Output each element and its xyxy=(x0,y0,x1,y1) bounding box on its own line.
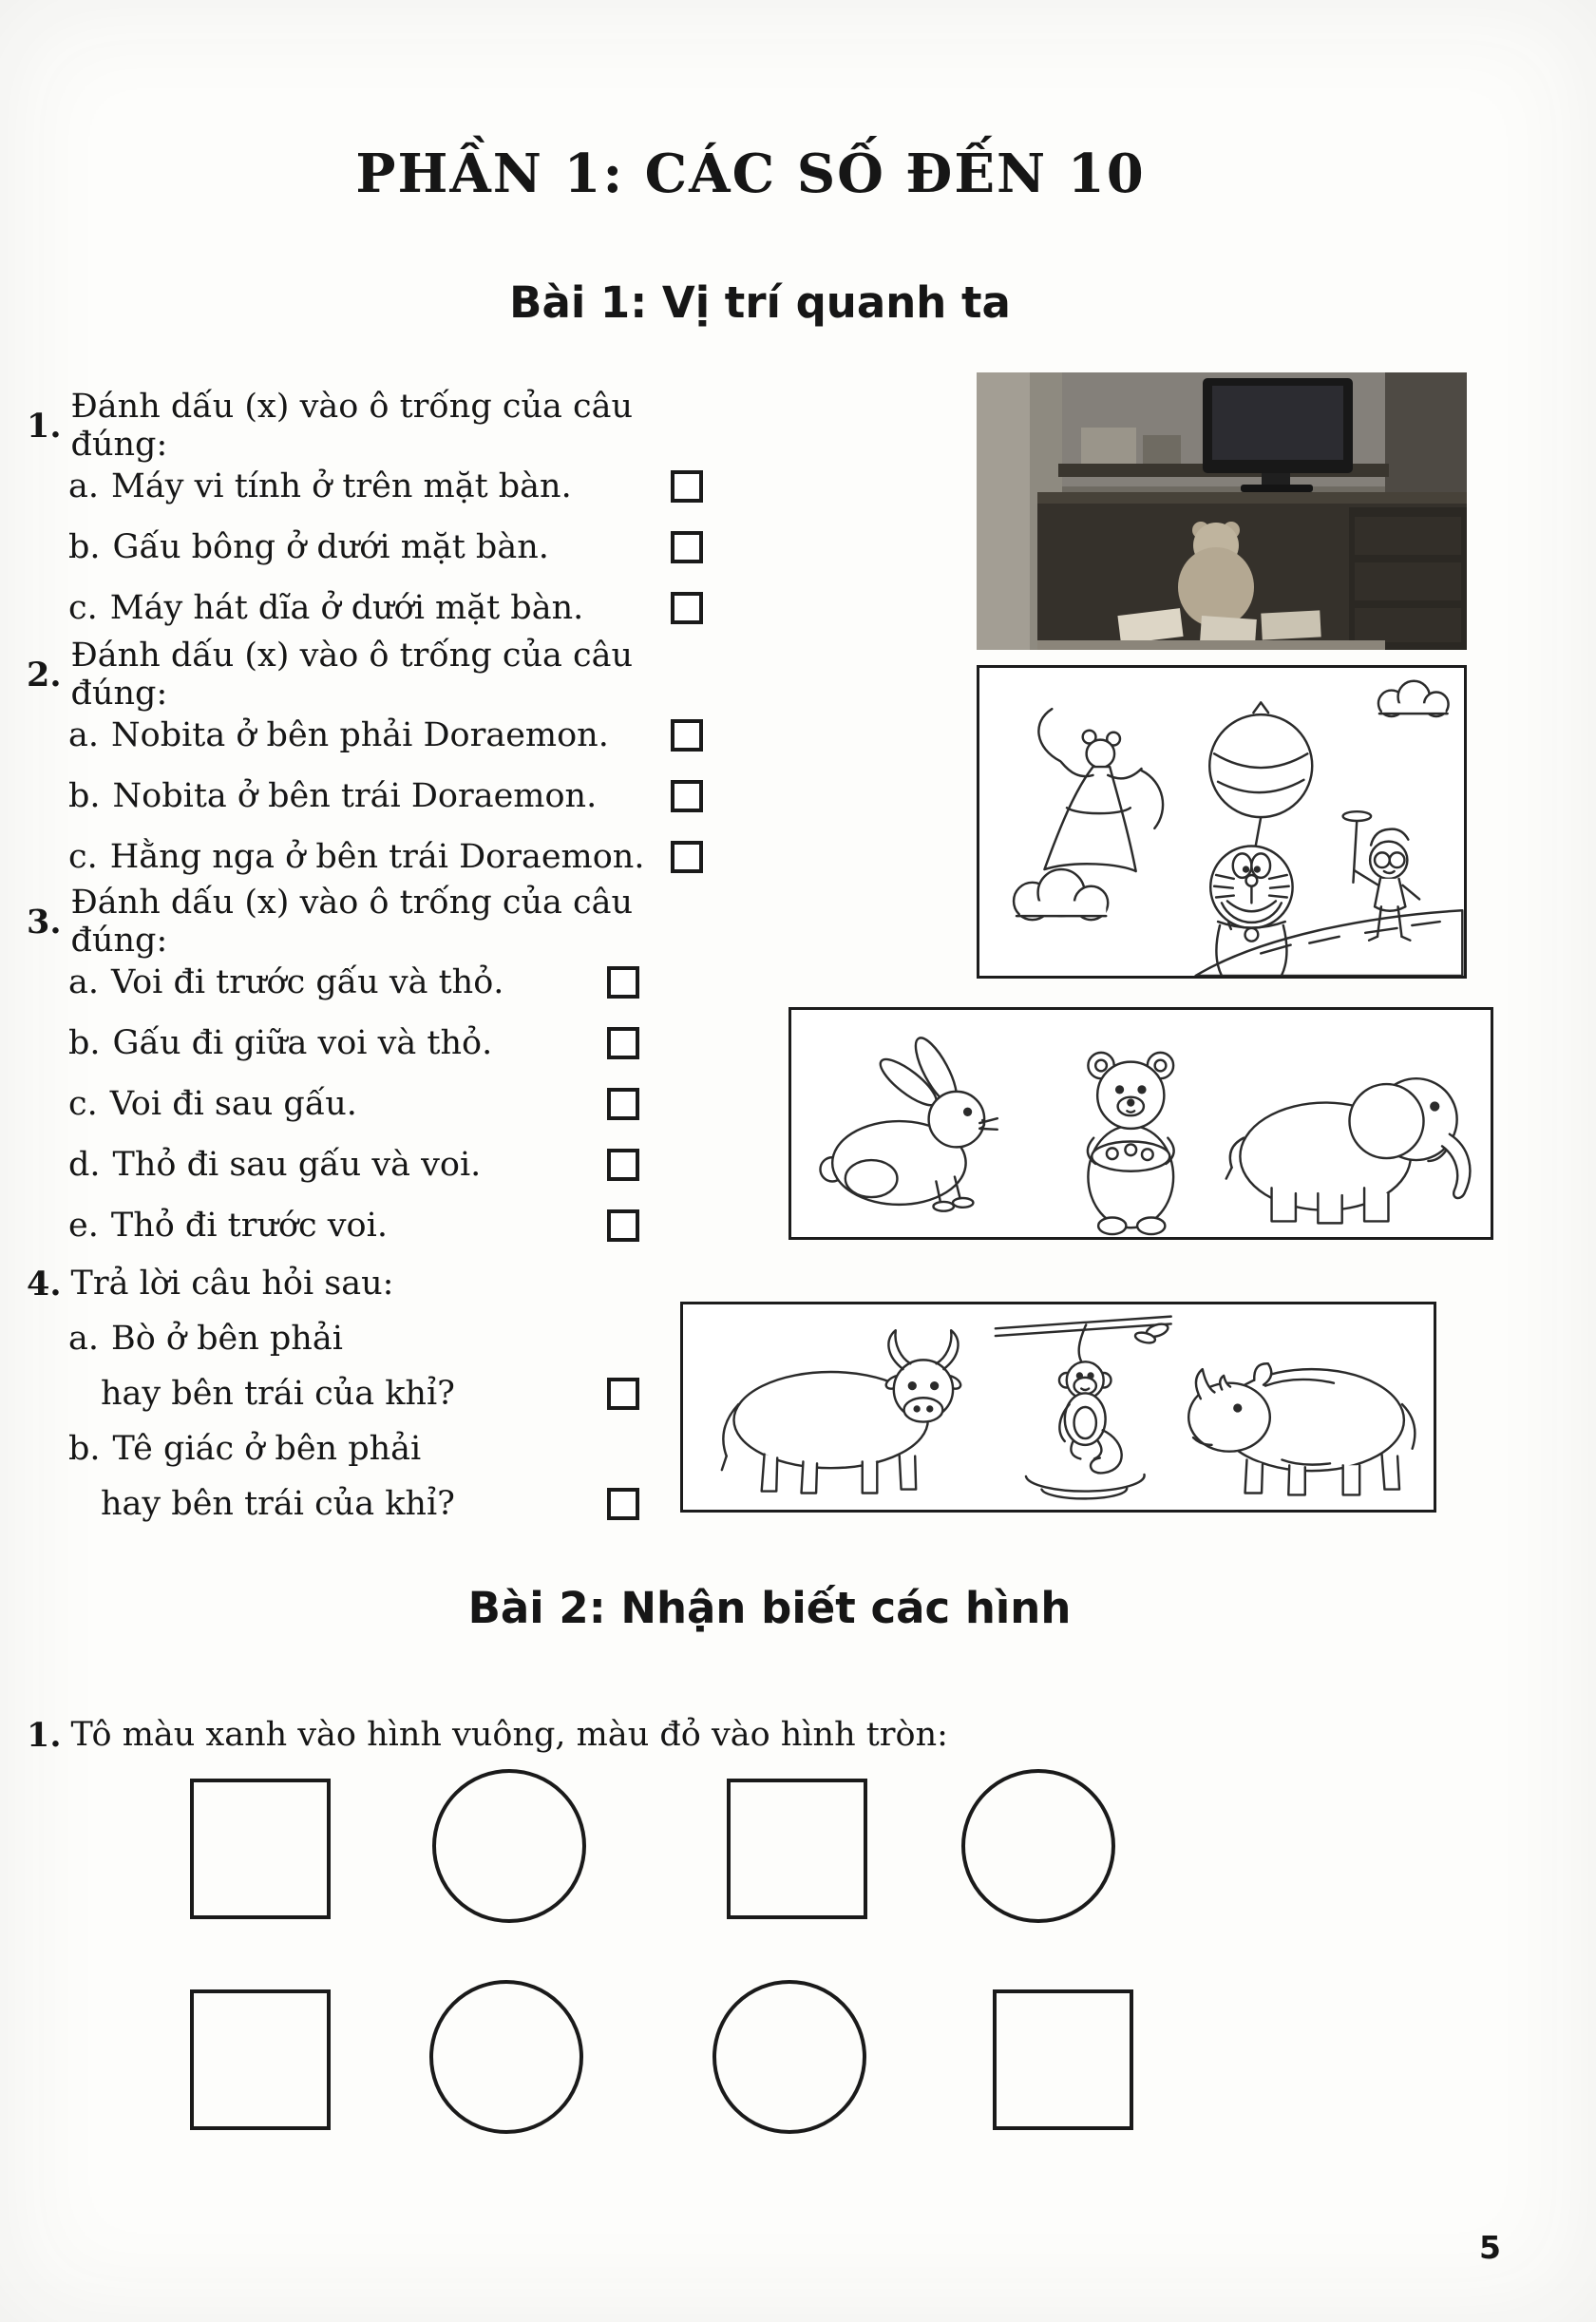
circle-shape xyxy=(429,1980,583,2134)
question-1-item-a xyxy=(27,456,703,517)
question-3-prompt xyxy=(27,884,639,960)
answer-checkbox[interactable] xyxy=(671,470,703,503)
question-1-item-b xyxy=(27,517,703,578)
item-text: Nobita ở bên phải Doraemon. xyxy=(111,716,609,754)
circle-shape xyxy=(432,1769,586,1923)
item-text: Tê giác ở bên phải xyxy=(112,1430,422,1468)
page-number: 5 xyxy=(1479,2229,1501,2266)
question-3-item-b xyxy=(27,1013,639,1074)
rabbit-bear-elephant-illustration xyxy=(788,1007,1493,1240)
item-label: b. xyxy=(68,777,101,815)
question-4 xyxy=(27,1256,639,1532)
question-prompt-text: Đánh dấu (x) vào ô trống của câu đúng: xyxy=(70,388,634,464)
item-label: b. xyxy=(68,1430,101,1468)
item-text: Máy vi tính ở trên mặt bàn. xyxy=(111,467,572,505)
shapes-row-1 xyxy=(0,1765,1596,1929)
question-2-item-b xyxy=(27,766,703,827)
item-text: hay bên trái của khỉ? xyxy=(101,1375,455,1413)
item-text: Nobita ở bên trái Doraemon. xyxy=(112,777,598,815)
question-3-item-a xyxy=(27,952,639,1013)
item-label: c. xyxy=(68,1085,98,1123)
answer-checkbox[interactable] xyxy=(607,1378,639,1410)
ox-monkey-rhino-illustration xyxy=(680,1302,1436,1513)
item-text: Voi đi sau gấu. xyxy=(109,1085,357,1123)
shapes-row-2 xyxy=(0,1976,1596,2140)
item-text: Gấu bông ở dưới mặt bàn. xyxy=(112,528,549,566)
answer-checkbox[interactable] xyxy=(671,592,703,624)
question-3-item-c xyxy=(27,1074,639,1134)
answer-checkbox[interactable] xyxy=(607,966,639,999)
item-text: Voi đi trước gấu và thỏ. xyxy=(111,963,504,1001)
item-label: b. xyxy=(68,528,101,566)
question-number: 2. xyxy=(27,655,62,695)
lesson-2-title: Bài 2: Nhận biết các hình xyxy=(467,1583,1072,1633)
question-4-item-a-line-2 xyxy=(27,1366,639,1421)
item-text: Hằng nga ở bên trái Doraemon. xyxy=(109,838,645,876)
question-prompt-text: Đánh dấu (x) vào ô trống của câu đúng: xyxy=(70,884,634,960)
item-label: b. xyxy=(68,1024,101,1062)
question-number: 1. xyxy=(27,1715,62,1755)
answer-checkbox[interactable] xyxy=(607,1209,639,1242)
answer-checkbox[interactable] xyxy=(671,841,703,873)
answer-checkbox[interactable] xyxy=(607,1149,639,1181)
question-prompt-text: Đánh dấu (x) vào ô trống của câu đúng: xyxy=(70,637,634,713)
question-4-item-a-line-1 xyxy=(27,1311,639,1366)
item-text: Gấu đi giữa voi và thỏ. xyxy=(112,1024,493,1062)
question-2-item-c xyxy=(27,827,703,887)
question-number: 1. xyxy=(27,406,62,446)
question-number: 3. xyxy=(27,902,62,942)
item-label: a. xyxy=(68,963,99,1001)
question-4-item-b-line-2 xyxy=(27,1476,639,1532)
item-text: Máy hát dĩa ở dưới mặt bàn. xyxy=(109,589,584,627)
circle-shape xyxy=(961,1769,1115,1923)
answer-checkbox[interactable] xyxy=(607,1027,639,1059)
question-prompt-text: Trả lời câu hỏi sau: xyxy=(70,1265,394,1303)
item-label: c. xyxy=(68,838,98,876)
square-shape xyxy=(190,1779,331,1919)
answer-checkbox[interactable] xyxy=(607,1088,639,1120)
question-4-item-b-line-1 xyxy=(27,1421,639,1476)
question-3-item-e xyxy=(27,1195,639,1256)
answer-checkbox[interactable] xyxy=(671,719,703,752)
doraemon-scene-illustration xyxy=(977,665,1467,979)
item-label: a. xyxy=(68,716,99,754)
item-label: a. xyxy=(68,467,99,505)
square-shape xyxy=(993,1989,1133,2130)
answer-checkbox[interactable] xyxy=(607,1488,639,1520)
item-label: a. xyxy=(68,1320,99,1358)
square-shape xyxy=(190,1989,331,2130)
question-1-prompt xyxy=(27,388,703,464)
item-label: d. xyxy=(68,1146,101,1184)
item-text: hay bên trái của khỉ? xyxy=(101,1485,455,1523)
question-3 xyxy=(27,884,639,1256)
question-1 xyxy=(27,388,703,638)
item-text: Bò ở bên phải xyxy=(111,1320,343,1358)
question-4-prompt xyxy=(27,1256,639,1311)
question-number: 4. xyxy=(27,1264,62,1304)
circle-shape xyxy=(712,1980,866,2134)
question-2-item-a xyxy=(27,705,703,766)
item-text: Thỏ đi trước voi. xyxy=(110,1207,388,1245)
question-1-item-c xyxy=(27,578,703,638)
question-3-item-d xyxy=(27,1134,639,1195)
item-label: c. xyxy=(68,589,98,627)
desk-photo-image xyxy=(977,372,1467,650)
lesson-1-title: Bài 1: Vị trí quanh ta xyxy=(509,277,1011,328)
item-label: e. xyxy=(68,1207,99,1245)
item-text: Thỏ đi sau gấu và voi. xyxy=(112,1146,482,1184)
square-shape xyxy=(727,1779,867,1919)
answer-checkbox[interactable] xyxy=(671,531,703,563)
answer-checkbox[interactable] xyxy=(671,780,703,812)
part-title: PHẦN 1: CÁC SỐ ĐẾN 10 xyxy=(355,143,1146,205)
lesson-2-question-1-prompt xyxy=(27,1706,948,1763)
question-prompt-text: Tô màu xanh vào hình vuông, màu đỏ vào hình tròn: xyxy=(70,1716,948,1754)
question-2 xyxy=(27,637,703,887)
question-2-prompt xyxy=(27,637,703,713)
